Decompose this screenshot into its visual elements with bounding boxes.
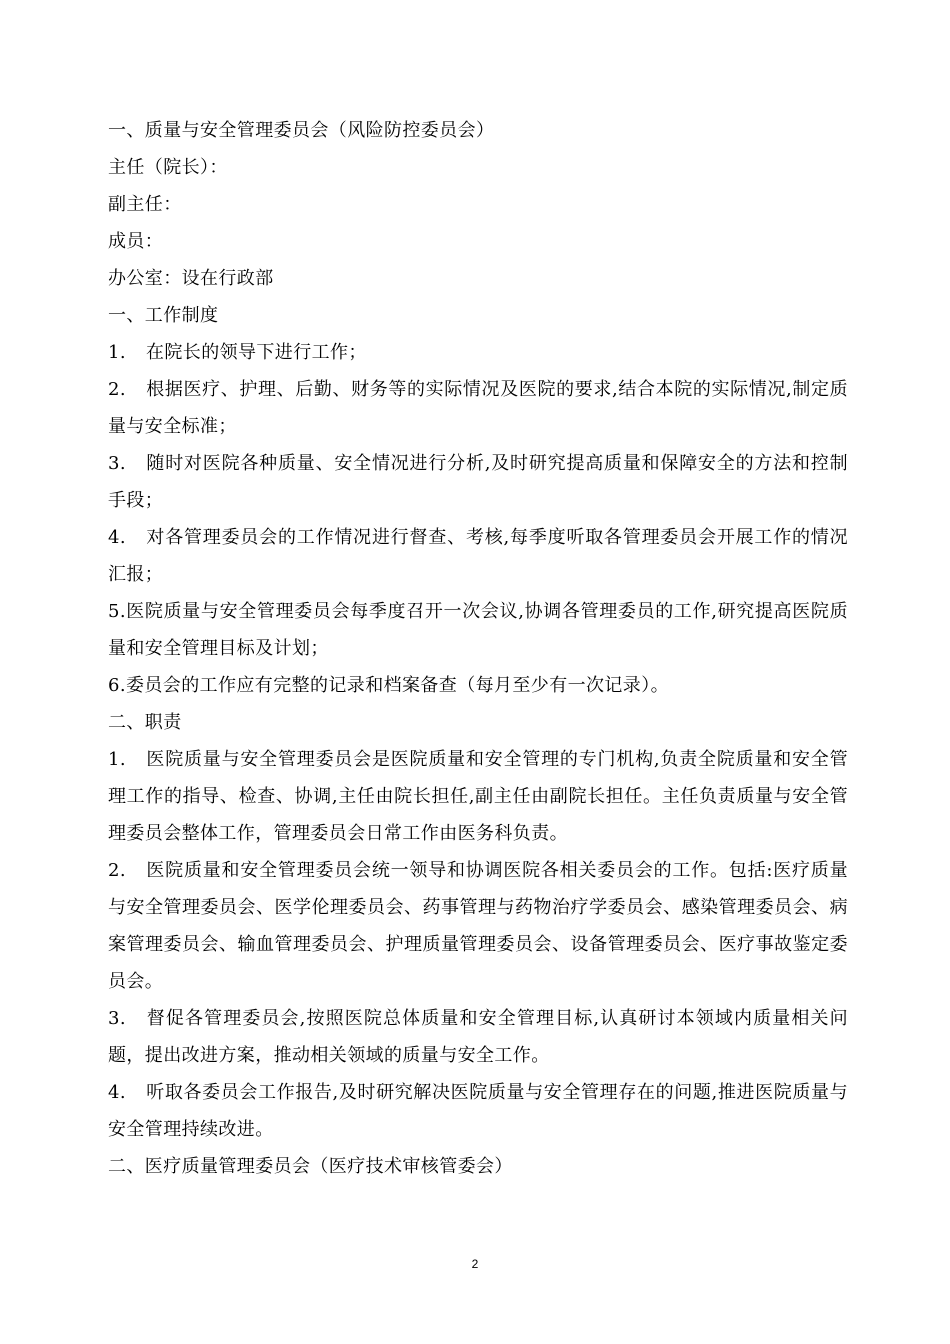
deputy-director-field: 副主任： — [108, 194, 182, 215]
item-number: 4. — [108, 1082, 126, 1103]
item-text: 医院质量与安全管理委员会是医院质量和安全管理的专门机构,负责全院质量和安全管理工作的指导、检查、协调,主任由院长担任,副主任由副院长担任。主任负责质量与安全管理委员会整体工作，管理委员会日常工作由医务科负责。 — [108, 749, 848, 844]
item-number: 3. — [108, 1008, 126, 1029]
committee-heading: 二、医疗质量管理委员会（医疗技术审核管委会） — [108, 1156, 513, 1177]
work-system-item — [108, 445, 848, 519]
committee-heading: 一、质量与安全管理委员会（风险防控委员会） — [108, 120, 495, 141]
item-text: 委员会的工作应有完整的记录和档案备查（每月至少有一次记录）。 — [126, 675, 669, 696]
item-text: 对各管理委员会的工作情况进行督查、考核,每季度听取各管理委员会开展工作的情况汇报； — [108, 527, 848, 585]
item-number: 1. — [108, 749, 126, 770]
item-number: 5. — [108, 601, 126, 622]
item-text: 根据医疗、护理、后勤、财务等的实际情况及医院的要求,结合本院的实际情况,制定质量与安全标准； — [108, 379, 848, 437]
item-number: 1. — [108, 342, 126, 363]
office-field: 办公室：设在行政部 — [108, 268, 274, 289]
document-body — [108, 112, 848, 1185]
work-system-item — [108, 667, 848, 704]
item-number: 2. — [108, 860, 126, 881]
director-field: 主任（院长）： — [108, 157, 228, 178]
item-text: 医院质量与安全管理委员会每季度召开一次会议,协调各管理委员的工作,研究提高医院质量和安全管理目标及计划； — [108, 601, 848, 659]
item-text: 医院质量和安全管理委员会统一领导和协调医院各相关委员会的工作。包括:医疗质量与安全管理委员会、医学伦理委员会、药事管理与药物治疗学委员会、感染管理委员会、病案管理委员会、输血管理委员会、护理质量管理委员会、设备管理委员会、医疗事故鉴定委员会。 — [108, 860, 848, 992]
duties-item — [108, 1074, 848, 1148]
item-text: 听取各委员会工作报告,及时研究解决医院质量与安全管理存在的问题,推进医院质量与安全管理持续改进。 — [108, 1082, 848, 1140]
work-system-item — [108, 371, 848, 445]
duties-item — [108, 1000, 848, 1074]
members-field: 成员： — [108, 231, 164, 252]
duties-item — [108, 852, 848, 1000]
item-text: 随时对医院各种质量、安全情况进行分析,及时研究提高质量和保障安全的方法和控制手段； — [108, 453, 848, 511]
section-heading-duties: 二、职责 — [108, 712, 182, 733]
item-number: 6. — [108, 675, 126, 696]
work-system-item — [108, 593, 848, 667]
duties-item — [108, 741, 848, 852]
section-heading-work-system: 一、工作制度 — [108, 305, 219, 326]
item-number: 2. — [108, 379, 126, 400]
work-system-item — [108, 334, 848, 371]
item-text: 在院长的领导下进行工作； — [146, 342, 367, 363]
item-text: 督促各管理委员会,按照医院总体质量和安全管理目标,认真研讨本领域内质量相关问题，提出改进方案，推动相关领域的质量与安全工作。 — [108, 1008, 848, 1066]
work-system-item — [108, 519, 848, 593]
item-number: 3. — [108, 453, 126, 474]
page-number: 2 — [471, 1257, 479, 1271]
item-number: 4. — [108, 527, 126, 548]
